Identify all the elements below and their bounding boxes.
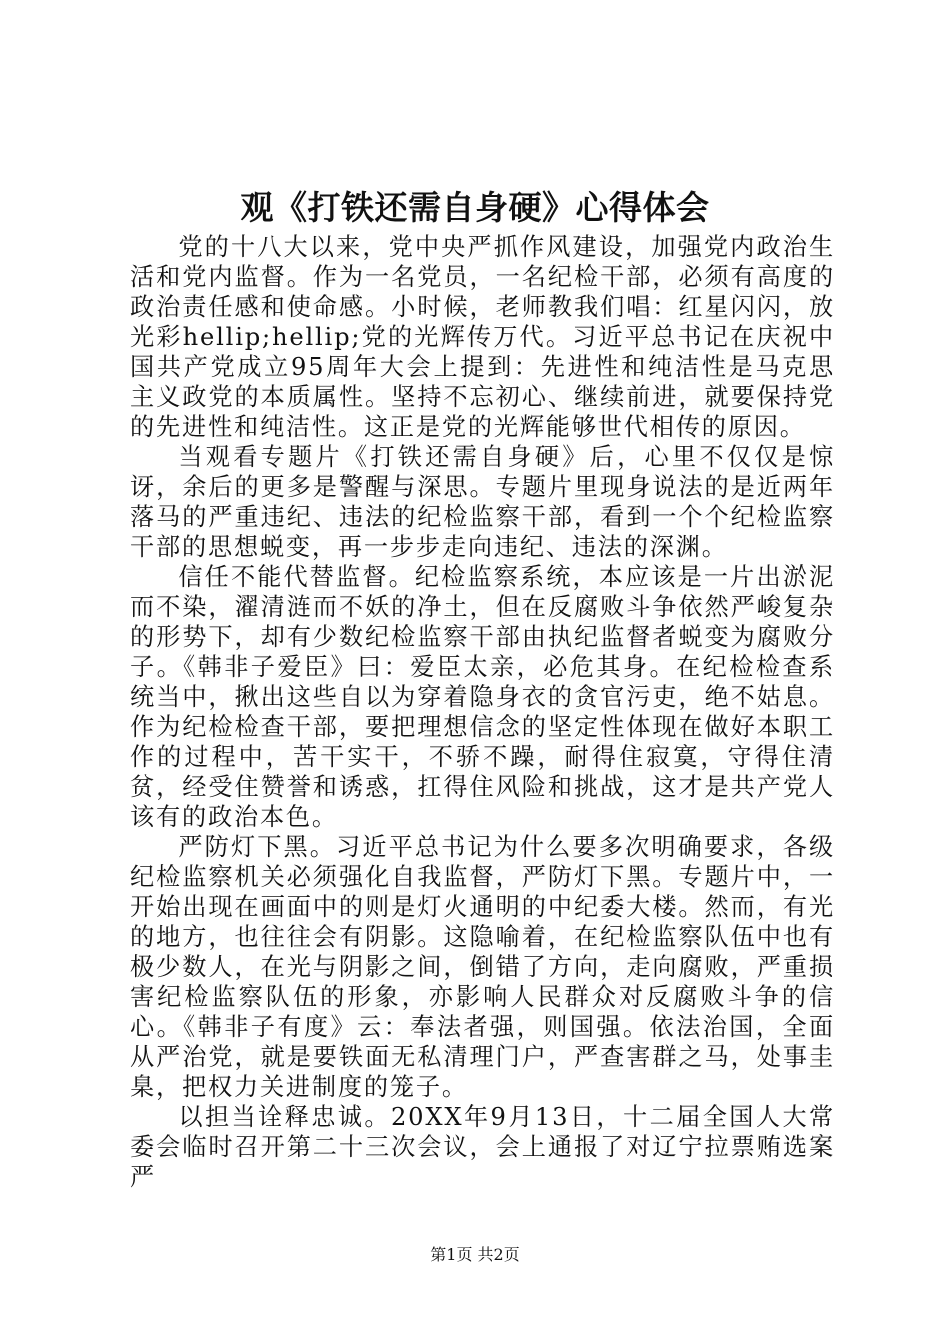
paragraph-4: 严防灯下黑。习近平总书记为什么要多次明确要求，各级纪检监察机关必须强化自我监督，严防灯下黑。专题片中，一开始出现在画面中的则是灯火通明的中纪委大楼。然而，有光的地方，也往往会有阴影。这隐喻着，在纪检监察队伍中也有极少数人，在光与阴影之间，倒错了方向，走向腐败，严重损害纪检监察队伍的形象，亦影响人民群众对反腐败斗争的信心。《韩非子有度》云：奉法者强，则国强。依法治国，全面从严治党，就是要铁面无私清理门户，严查害群之马，处事圭臬，把权力关进制度的笼子。 bbox=[130, 833, 835, 1101]
paragraph-3: 信任不能代替监督。纪检监察系统，本应该是一片出淤泥而不染，濯清涟而不妖的净土，但在反腐败斗争依然严峻复杂的形势下，却有少数纪检监察干部由执纪监督者蜕变为腐败分子。《韩非子爱臣》曰：爱臣太亲，必危其身。在纪检检查系统当中，揪出这些自以为穿着隐身衣的贪官污吏，绝不姑息。作为纪检检查干部，要把理想信念的坚定性体现在做好本职工作的过程中，苦干实干，不骄不躁，耐得住寂寞，守得住清贫，经受住赞誉和诱惑，扛得住风险和挑战，这才是共产党人该有的政治本色。 bbox=[130, 563, 835, 831]
document-title: 观《打铁还需自身硬》心得体会 bbox=[240, 188, 710, 227]
document-body bbox=[130, 232, 835, 1192]
page-footer: 第1页 共2页 bbox=[430, 1245, 520, 1264]
paragraph-1: 党的十八大以来，党中央严抓作风建设，加强党内政治生活和党内监督。作为一名党员，一名纪检干部，必须有高度的政治责任感和使命感。小时候，老师教我们唱：红星闪闪，放光彩hellip;hellip;党的光辉传万代。习近平总书记在庆祝中国共产党成立95周年大会上提到：先进性和纯洁性是马克思主义政党的本质属性。坚持不忘初心、继续前进，就要保持党的先进性和纯洁性。这正是党的光辉能够世代相传的原因。 bbox=[130, 233, 835, 441]
paragraph-2: 当观看专题片《打铁还需自身硬》后，心里不仅仅是惊讶，余后的更多是警醒与深思。专题片里现身说法的是近两年落马的严重违纪、违法的纪检监察干部，看到一个个纪检监察干部的思想蜕变，再一步步走向违纪、违法的深渊。 bbox=[130, 443, 835, 561]
paragraph-5: 以担当诠释忠诚。20XX年9月13日，十二届全国人大常委会临时召开第二十三次会议，会上通报了对辽宁拉票贿选案严 bbox=[130, 1103, 835, 1191]
